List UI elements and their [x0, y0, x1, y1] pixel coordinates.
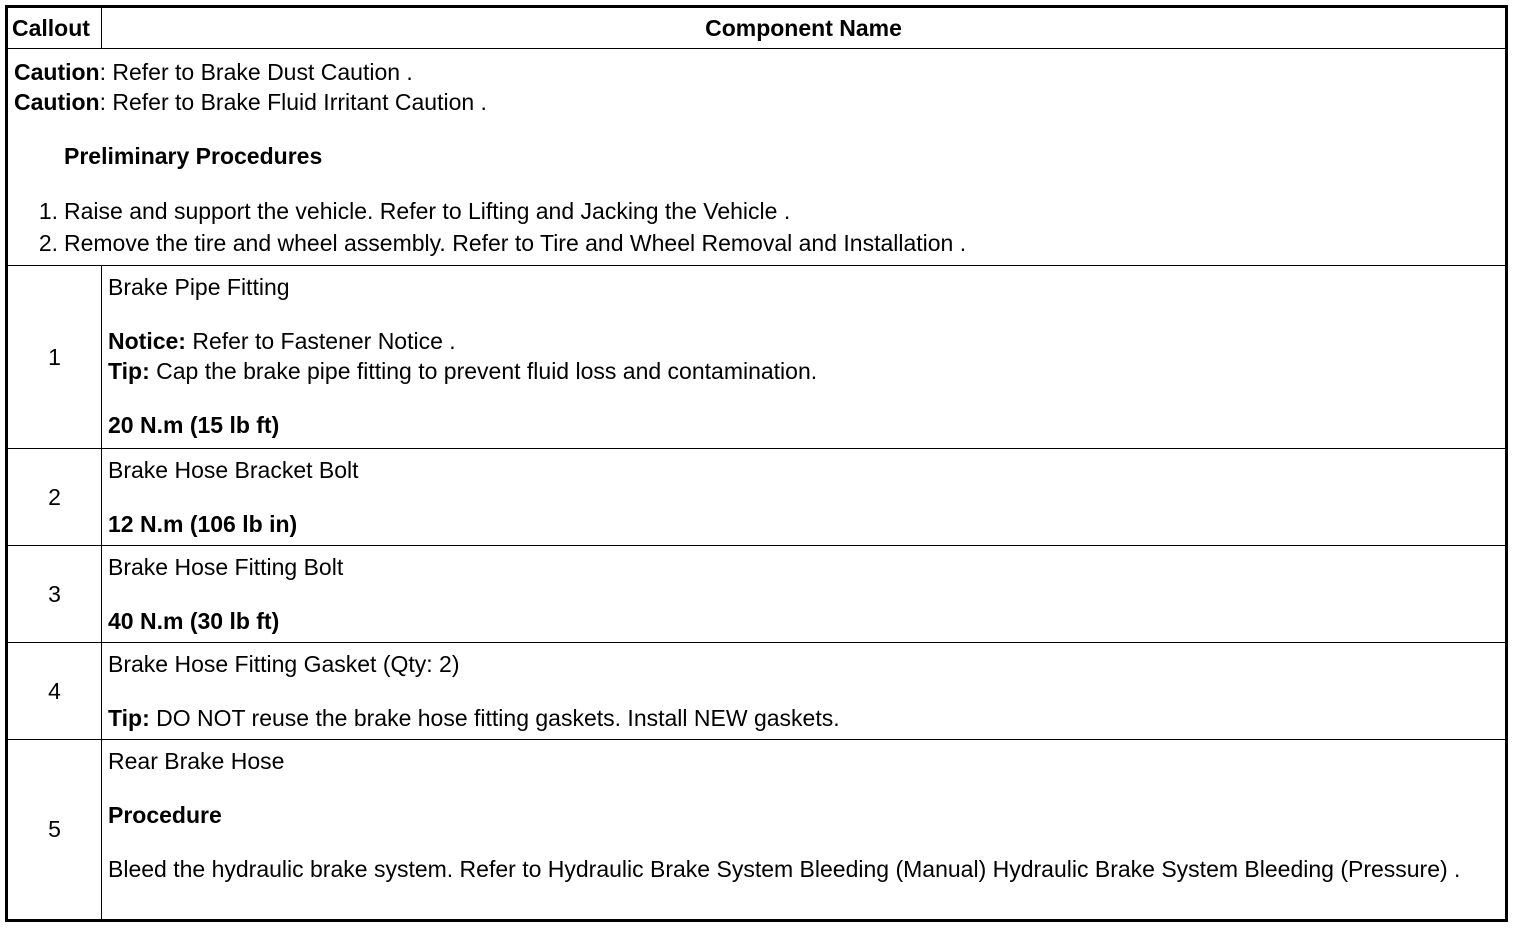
table-row	[7, 643, 1507, 740]
header-row	[7, 7, 1507, 49]
step-text: Raise and support the vehicle. Refer to Lifting and Jacking the Vehicle .	[64, 198, 791, 224]
caution-text: : Refer to Brake Dust Caution .	[99, 59, 413, 85]
caution-line	[14, 57, 1499, 87]
callout-header: Callout	[7, 7, 102, 49]
callout-number: 1	[7, 266, 102, 449]
caution-label: Caution	[14, 89, 100, 115]
procedure-heading: Procedure	[108, 802, 222, 828]
callout-number: 3	[7, 546, 102, 643]
intro-cell	[7, 49, 1507, 266]
component-cell	[102, 643, 1507, 740]
notice-text: Refer to Fastener Notice .	[185, 328, 456, 354]
table-row	[7, 740, 1507, 921]
component-name: Rear Brake Hose	[108, 748, 285, 774]
torque-spec: 12 N.m (106 lb in)	[108, 511, 298, 537]
component-cell	[102, 740, 1507, 921]
procedure-text: Bleed the hydraulic brake system. Refer to Hydraulic Brake System Bleeding (Manual) Hydraulic Brake System Bleeding (Pressure) .	[108, 856, 1461, 882]
step-item	[14, 195, 1499, 227]
component-cell	[102, 266, 1507, 449]
procedure-table	[5, 5, 1508, 922]
caution-label: Caution	[14, 59, 100, 85]
tip-text: DO NOT reuse the brake hose fitting gaskets. Install NEW gaskets.	[149, 705, 840, 731]
torque-spec: 20 N.m (15 lb ft)	[108, 412, 280, 438]
component-name: Brake Pipe Fitting	[108, 274, 290, 300]
step-item	[14, 227, 1499, 259]
step-number: 1.	[38, 198, 58, 224]
table-row	[7, 449, 1507, 546]
tip-label: Tip:	[108, 705, 150, 731]
component-cell	[102, 546, 1507, 643]
tip-line	[108, 356, 1499, 386]
tip-line	[108, 703, 1499, 733]
notice-line	[108, 326, 1499, 356]
caution-text: : Refer to Brake Fluid Irritant Caution .	[99, 89, 487, 115]
step-list	[14, 195, 1499, 259]
tip-label: Tip:	[108, 358, 150, 384]
component-name: Brake Hose Fitting Bolt	[108, 554, 344, 580]
component-name: Brake Hose Fitting Gasket (Qty: 2)	[108, 651, 460, 677]
notice-label: Notice:	[108, 328, 186, 354]
torque-spec: 40 N.m (30 lb ft)	[108, 608, 280, 634]
step-text: Remove the tire and wheel assembly. Refer to Tire and Wheel Removal and Installation .	[64, 230, 967, 256]
callout-number: 2	[7, 449, 102, 546]
caution-line	[14, 87, 1499, 117]
component-name: Brake Hose Bracket Bolt	[108, 457, 359, 483]
intro-row	[7, 49, 1507, 266]
step-number: 2.	[38, 230, 58, 256]
table-row	[7, 546, 1507, 643]
callout-number: 4	[7, 643, 102, 740]
preliminary-title: Preliminary Procedures	[64, 143, 323, 169]
table-row	[7, 266, 1507, 449]
callout-number: 5	[7, 740, 102, 921]
component-name-header: Component Name	[102, 7, 1507, 49]
tip-text: Cap the brake pipe fitting to prevent fluid loss and contamination.	[149, 358, 818, 384]
component-cell	[102, 449, 1507, 546]
